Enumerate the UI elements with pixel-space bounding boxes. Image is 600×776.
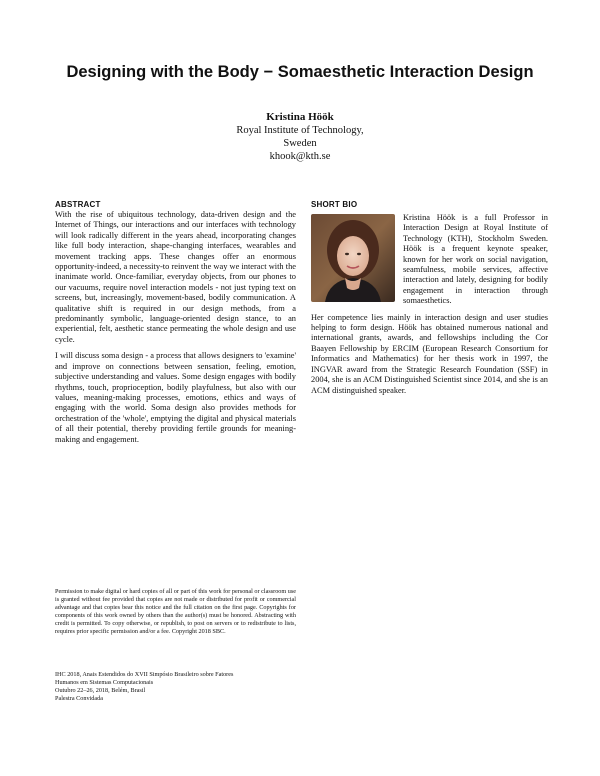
conference-info (55, 671, 296, 703)
permission-notice: Permission to make digital or hard copies of all or part of this work for personal or classroom use is granted without fee provided that copies are not made or distributed for profit or commercial advantage and that copies bear this notice and the full citation on the first page. Copyrights for components of this work owned by others than the author(s) must be honored. Abstracting with credit is permitted. To copy otherwise, or republish, to post on servers or to redistribute to lists, requires prior specific permission and/or a fee. Copyright 2018 SBC. (55, 588, 296, 635)
author-portrait-icon (311, 214, 395, 302)
author-email[interactable]: khook@kth.se (269, 151, 331, 162)
bio-paragraph-1: Kristina Höök is a full Professor in Interaction Design at Royal Institute of Technology (KTH), Stockholm Sweden. Höök is a frequent keynote speaker, known for her work on social navigation, seamfulness, mobile services, affective interaction and lately, designing for bodily engagement in interaction through somaesthetics. (403, 213, 548, 306)
author-block (150, 111, 450, 163)
conference-line-4: Palestra Convidada (55, 695, 103, 702)
short-bio-heading: SHORT BIO (311, 200, 358, 209)
short-bio-section (311, 213, 548, 402)
abstract-heading: ABSTRACT (55, 200, 101, 209)
abstract-paragraph-2: I will discuss soma design - a process that allows designers to 'examine' and improve on connections between sensation, feeling, emotion, subjective understanding and values. Some design engages with bodily rhythms, touch, proprioception, bodily playfulness, but also with our values, meaning-making processes, emotions, ethics and ways of engaging with the world. Soma design also provides methods for orchestration of the 'whole', emptying the digital and physical materials of all their potential, thereby providing fertile grounds for meaning-making and engagement. (55, 351, 296, 444)
bio-paragraph-2: Her competence lies mainly in interaction design and user studies helping to form design. Höök has obtained numerous national and international grants, awards, and fellowships including the Cor Baayen Fellowship by ERCIM (European Research Consortium for Informatics and Mathematics) for her thesis work in 1997, the INGVAR award from the Strategic Research Foundation (SSF) in 2004, she is an ACM Distinguished Scientist since 2014, and she is an ACM distinguished speaker. (311, 312, 548, 395)
abstract-section (55, 210, 296, 451)
conference-line-3: Outubro 22–26, 2018, Belém, Brasil (55, 687, 146, 694)
abstract-paragraph-1: With the rise of ubiquitous technology, data-driven design and the Internet of Things, our interactions and our interfaces with technology will look radically different in the years ahead, incorporating changes like full body interaction, shape-changing interfaces, wearables and movement tracking apps. These changes offer an enormous opportunity-indeed, a necessity-to reinvent the way we interact with the inanimate world. Once-familiar, everyday objects, from our phones to our vacuums, require novel interaction models - not just typing text on screens, but, increasingly, movement-based, bodily communication. A qualitative shift is required in our design methods, from a predominantly symbolic, language-oriented design stance, to an experiential, felt, aesthetic stance permeating the whole design and use cycle. (55, 210, 296, 344)
author-name: Kristina Höök (266, 111, 334, 123)
conference-line-1: IHC 2018, Anais Estendidos do XVII Simpósio Brasileiro sobre Fatores (55, 671, 234, 678)
author-affiliation: Royal Institute of Technology, (236, 125, 364, 136)
paper-title: Designing with the Body − Somaesthetic Interaction Design (66, 63, 534, 81)
conference-line-2: Humanos em Sistemas Computacionais (55, 679, 154, 686)
author-country: Sweden (283, 138, 317, 149)
